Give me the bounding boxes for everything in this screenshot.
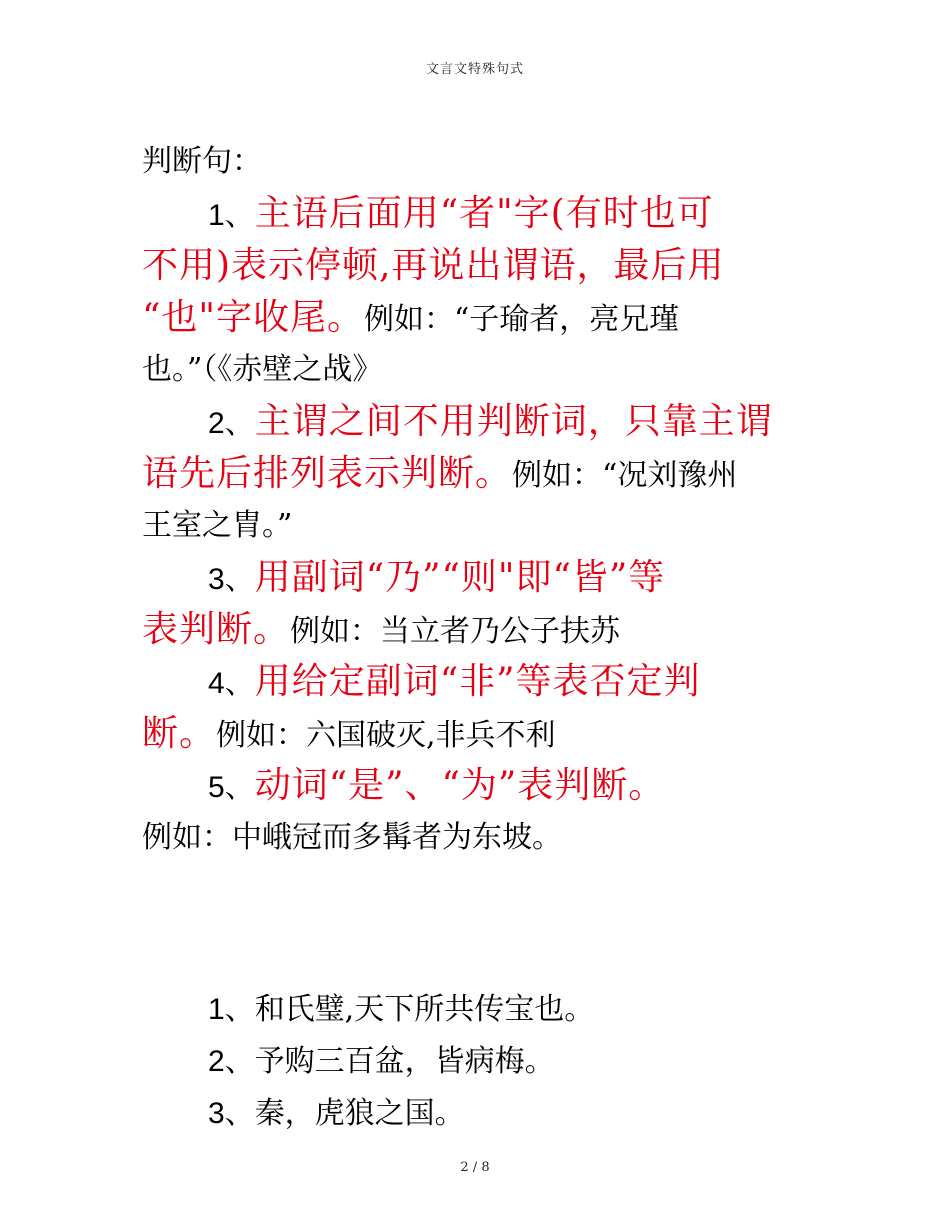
- rule-emphasis: 用给定副词“非”等表否定判: [254, 661, 701, 702]
- exercise-list: [142, 984, 792, 1140]
- rule-line: [142, 188, 792, 240]
- rule-emphasis: 断。: [142, 713, 217, 754]
- rule-emphasis: 表判断。: [142, 609, 291, 650]
- rule-line: [142, 448, 792, 500]
- rule-emphasis: 不用)表示停顿,再说出谓语，最后用: [142, 245, 725, 286]
- rule-example: 例如：“子瑜者，亮兄瑾: [363, 302, 680, 337]
- rule-example: 王室之胄。”: [142, 508, 293, 543]
- rule-line: [142, 240, 792, 292]
- section-heading: 判断句：: [142, 144, 262, 179]
- rule-example: 例如：六国破灭,非兵不利: [216, 718, 556, 753]
- rule-number: 2、: [208, 407, 255, 440]
- rule-line: [142, 344, 792, 396]
- exercise-number: 2、: [208, 1045, 255, 1078]
- section-gap: [142, 864, 792, 984]
- rule-emphasis: 主谓之间不用判断词，只靠主谓: [254, 401, 773, 442]
- rule-emphasis: 动词“是”、“为”表判断。: [254, 765, 666, 806]
- rule-emphasis: 用副词“乃”“则"即“皆”等: [254, 557, 666, 598]
- exercise-item: [142, 984, 792, 1036]
- exercise-item: [142, 1088, 792, 1140]
- exercise-text: 和氏璧,天下所共传宝也。: [254, 992, 595, 1027]
- rule-example: 例如：中峨冠而多髯者为东坡。: [142, 820, 562, 855]
- exercise-number: 1、: [208, 993, 255, 1026]
- rule-line: [142, 708, 792, 760]
- rule-number: 4、: [208, 667, 255, 700]
- rule-example: 也。”（《赤壁之战》: [142, 352, 383, 387]
- exercise-item: [142, 1036, 792, 1088]
- rule-line: [142, 604, 792, 656]
- rule-emphasis: “也"字收尾。: [142, 297, 364, 338]
- rule-emphasis: 主语后面用“者"字(有时也可: [254, 193, 714, 234]
- exercise-text: 予购三百盆，皆病梅。: [254, 1044, 555, 1079]
- rule-emphasis: 语先后排列表示判断。: [142, 453, 513, 494]
- rule-example: 例如：当立者乃公子扶苏: [290, 614, 621, 649]
- exercise-text: 秦，虎狼之国。: [254, 1096, 465, 1131]
- rule-number: 3、: [208, 563, 255, 596]
- rule-line: [142, 812, 792, 864]
- rule-line: [142, 552, 792, 604]
- document-body: [142, 136, 792, 1140]
- page-header: 文言文特殊句式: [425, 62, 524, 77]
- rule-1: [142, 188, 792, 396]
- rule-example: 例如：“况刘豫州: [512, 458, 738, 493]
- rule-number: 5、: [208, 771, 255, 804]
- rule-line: [142, 292, 792, 344]
- rule-line: [142, 396, 792, 448]
- rule-5: [142, 760, 792, 864]
- rule-line: [142, 656, 792, 708]
- rule-line: [142, 760, 792, 812]
- rule-line: [142, 500, 792, 552]
- exercise-number: 3、: [208, 1097, 255, 1130]
- rule-number: 1、: [208, 199, 255, 232]
- rule-3: [142, 552, 792, 656]
- page-number: 2 / 8: [460, 1160, 490, 1175]
- rule-2: [142, 396, 792, 552]
- rule-4: [142, 656, 792, 760]
